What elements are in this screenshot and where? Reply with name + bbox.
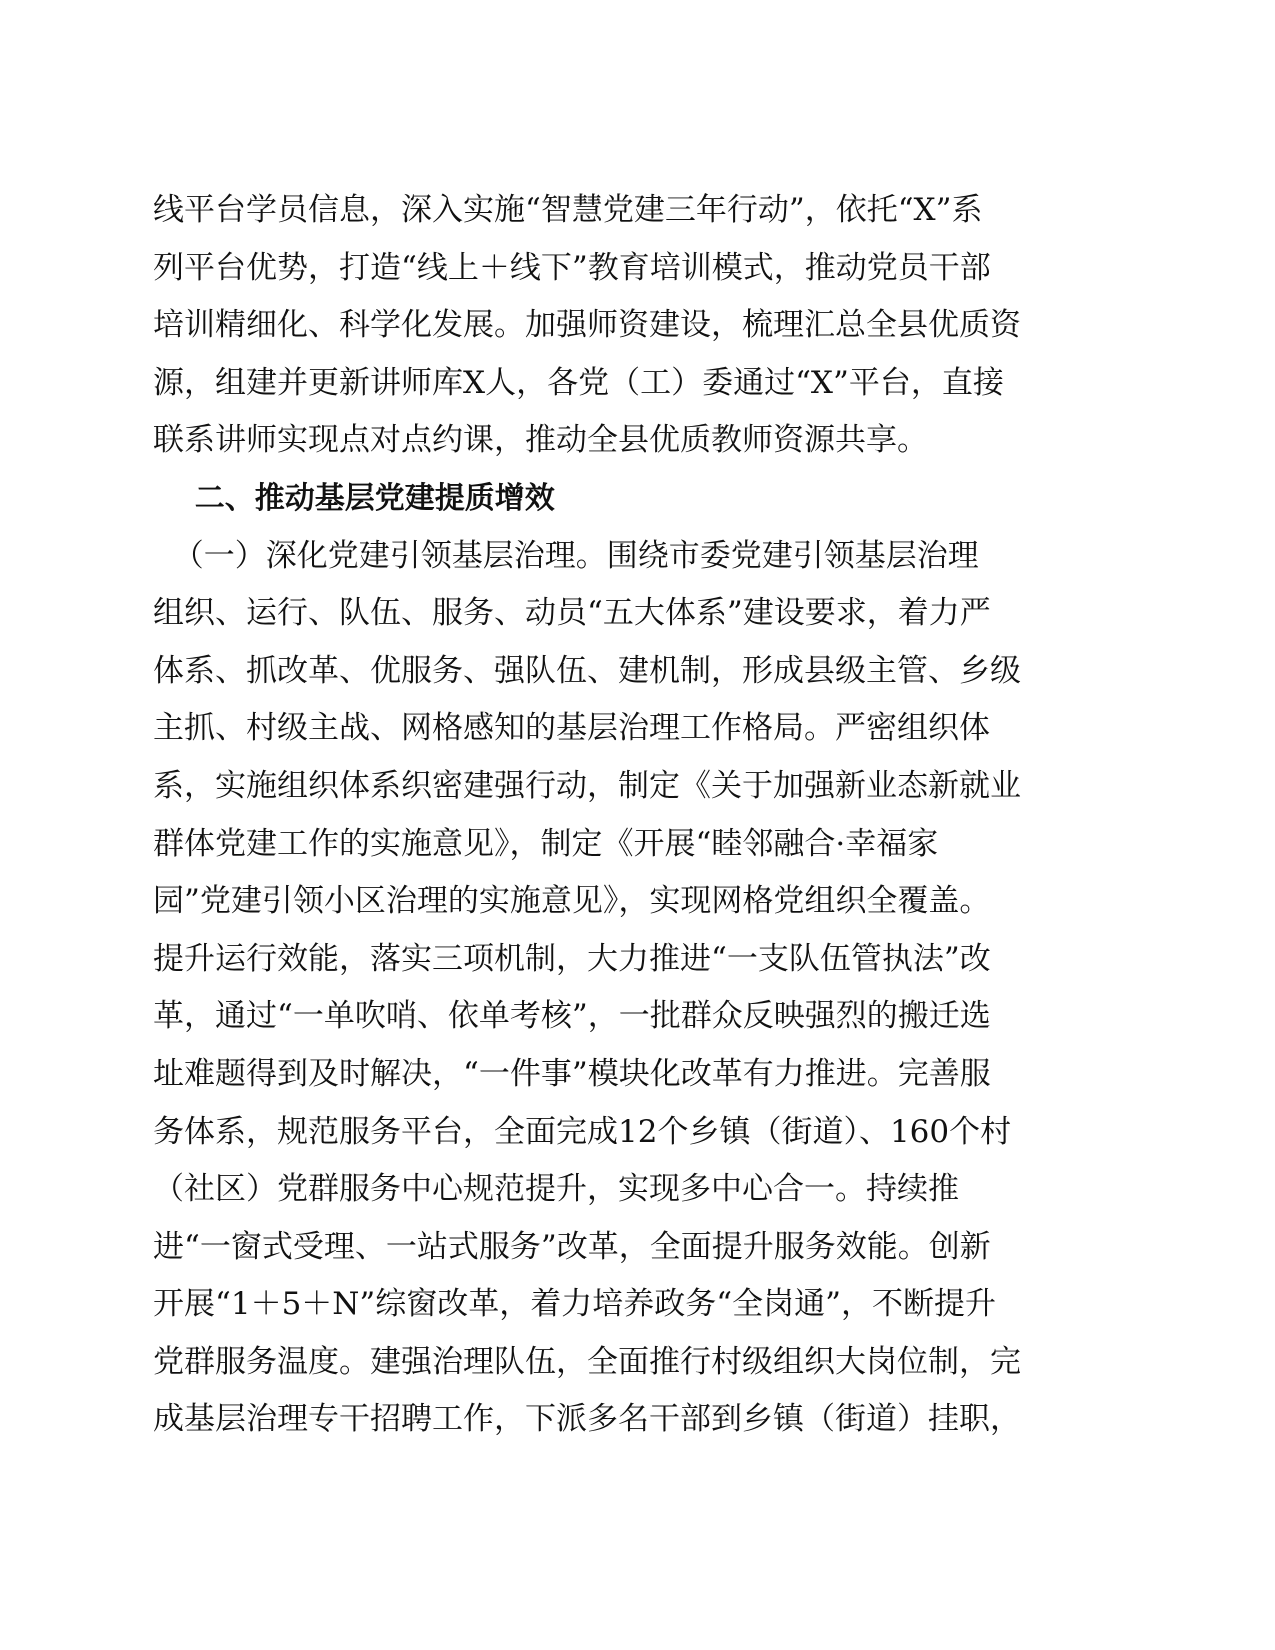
text-line: 提升运行效能，落实三项机制，大力推进“一支队伍管执法”改 <box>153 940 991 977</box>
text-line: 党群服务温度。建强治理队伍，全面推行村级组织大岗位制，完 <box>153 1343 1021 1380</box>
text-line: 址难题得到及时解决，“一件事”模块化改革有力推进。完善服 <box>153 1055 991 1092</box>
text-line: 进“一窗式受理、一站式服务”改革，全面提升服务效能。创新 <box>153 1228 991 1265</box>
text-line: 列平台优势，打造“线上＋线下”教育培训模式，推动党员干部 <box>153 249 991 286</box>
body-text <box>153 182 1113 1449</box>
text-line: 务体系，规范服务平台，全面完成12个乡镇（街道）、160个村 <box>153 1113 1012 1150</box>
text-line: 群体党建工作的实施意见》，制定《开展“睦邻融合·幸福家 <box>153 825 939 862</box>
text-line: 联系讲师实现点对点约课，推动全县优质教师资源共享。 <box>153 422 928 459</box>
text-line: 主抓、村级主战、网格感知的基层治理工作格局。严密组织体 <box>153 710 990 747</box>
text-line: 革，通过“一单吹哨、依单考核”，一批群众反映强烈的搬迁选 <box>153 998 991 1035</box>
text-line: 培训精细化、科学化发展。加强师资建设，梳理汇总全县优质资 <box>153 307 1021 344</box>
text-line: 园”党建引领小区治理的实施意见》，实现网格党组织全覆盖。 <box>153 883 991 920</box>
text-line: （社区）党群服务中心规范提升，实现多中心合一。持续推 <box>153 1171 959 1208</box>
text-line: 开展“1＋5＋N”综窗改革，着力培养政务“全岗通”，不断提升 <box>153 1286 996 1323</box>
text-line: 体系、抓改革、优服务、强队伍、建机制，形成县级主管、乡级 <box>153 652 1021 689</box>
text-line: 成基层治理专干招聘工作，下派多名干部到乡镇（街道）挂职， <box>153 1401 1021 1438</box>
text-line: 源，组建并更新讲师库X人，各党（工）委通过“X”平台，直接 <box>153 364 1004 401</box>
text-line: 组织、运行、队伍、服务、动员“五大体系”建设要求，着力严 <box>153 595 991 632</box>
text-line: 线平台学员信息，深入实施“智慧党建三年行动”，依托“X”系 <box>153 192 983 228</box>
text-line: 系，实施组织体系织密建强行动，制定《关于加强新业态新就业 <box>153 767 1021 804</box>
section-heading: 二、推动基层党建提质增效 <box>153 480 555 516</box>
text-line: （一）深化党建引领基层治理。围绕市委党建引领基层治理 <box>153 537 979 574</box>
